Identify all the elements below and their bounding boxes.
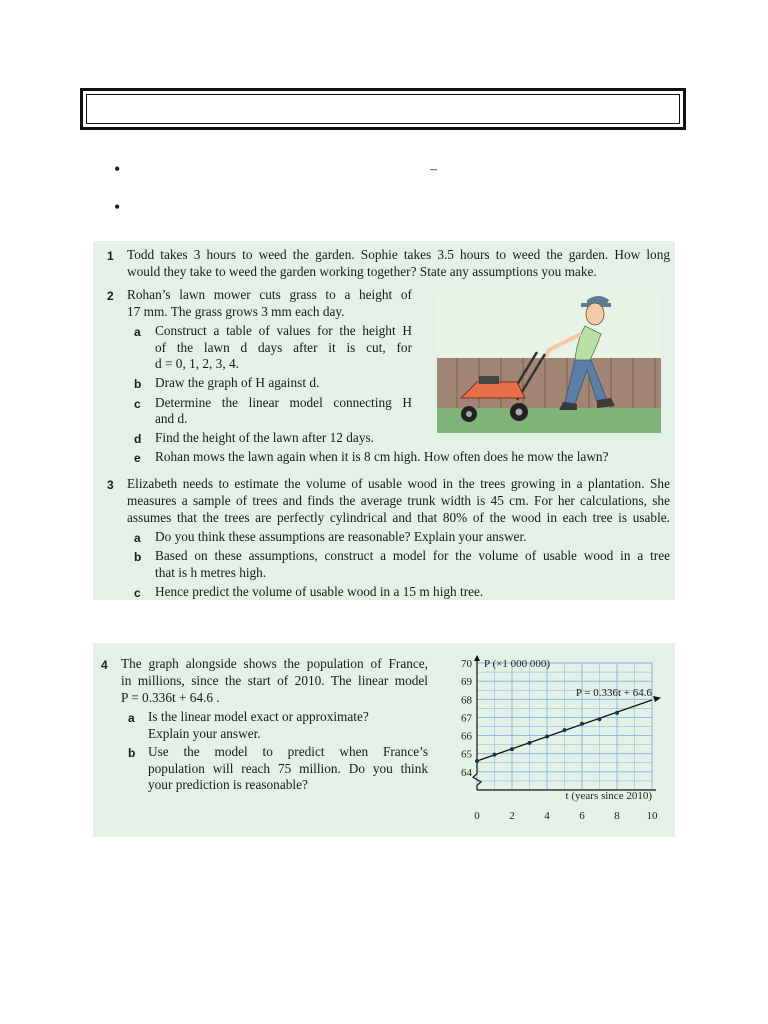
question-4b-label: b <box>128 746 136 760</box>
y-tick-label: 65 <box>461 748 472 761</box>
chart-y-axis-label: P (×1 000 000) <box>484 658 550 670</box>
chart-model-line <box>477 696 661 761</box>
question-2-stem-1: Rohan’s lawn mower cuts grass to a height of <box>127 287 412 302</box>
question-2d-label: d <box>134 432 142 446</box>
question-2c-label: c <box>134 397 141 411</box>
question-1-line-2: would they take to weed the garden working together? State any assumptions you make. <box>127 264 597 279</box>
question-4a-label: a <box>128 711 135 725</box>
question-1-line-1: Todd takes 3 hours to weed the garden. Sophie takes 3.5 hours to weed the garden. How long <box>127 247 670 262</box>
question-3b-line-1: Based on these assumptions, construct a model for the volume of usable wood in a tree <box>155 548 670 563</box>
question-2d-text: Find the height of the lawn after 12 days. <box>155 430 374 445</box>
question-2a-line-2: of the lawn d days after it is cut, for <box>155 340 412 355</box>
question-2-number: 2 <box>107 289 114 303</box>
question-2a-label: a <box>134 325 141 339</box>
x-tick-label: 0 <box>474 810 480 822</box>
question-4a-line-2: Explain your answer. <box>148 726 261 741</box>
fence-icon <box>437 358 661 414</box>
data-point <box>475 759 479 763</box>
x-tick-label: 6 <box>579 810 585 822</box>
x-tick-label: 8 <box>614 810 620 822</box>
question-1-number: 1 <box>107 249 114 263</box>
question-2c-line-2: and d. <box>155 411 188 426</box>
population-chart <box>452 655 667 827</box>
y-axis-arrow <box>474 655 480 661</box>
question-3b-label: b <box>134 550 142 564</box>
data-point <box>615 711 619 715</box>
question-2b-text: Draw the graph of H against d. <box>155 375 320 390</box>
question-3c-text: Hence predict the volume of usable wood in a 15 m high tree. <box>155 584 484 599</box>
question-3-line-1: Elizabeth needs to estimate the volume of usable wood in the trees growing in a plantation. She <box>127 476 670 491</box>
question-3-line-3: assumes that the trees are perfectly cylindrical and that 80% of the wood in each tree is usable. <box>127 510 670 525</box>
question-2b-label: b <box>134 377 142 391</box>
question-2a-line-1: Construct a table of values for the height H <box>155 323 412 338</box>
bullet-dash: – <box>430 162 437 177</box>
question-4-number: 4 <box>101 658 108 672</box>
question-2a-line-3: d = 0, 1, 2, 3, 4. <box>155 356 239 371</box>
lawn-mower-illustration <box>437 290 661 433</box>
title-frame <box>80 88 686 130</box>
data-point <box>545 734 549 738</box>
question-4-line-1: The graph alongside shows the population of France, <box>121 656 428 671</box>
y-tick-label: 67 <box>461 712 472 725</box>
question-3a-label: a <box>134 531 141 545</box>
question-4a-line-1: Is the linear model exact or approximate? <box>148 709 369 724</box>
y-tick-label: 69 <box>461 676 472 689</box>
question-4b-line-2: population will reach 75 million. Do you think <box>148 761 428 776</box>
data-point <box>493 753 497 757</box>
x-tick-label: 2 <box>509 810 515 822</box>
question-3-number: 3 <box>107 478 114 492</box>
title-frame-inner <box>86 94 680 124</box>
y-tick-label: 64 <box>461 766 472 779</box>
chart-x-axis-label: t (years since 2010) <box>565 790 652 802</box>
question-4-line-2: in millions, since the start of 2010. The linear model <box>121 673 428 688</box>
question-3c-label: c <box>134 586 141 600</box>
data-point <box>528 741 532 745</box>
question-4b-line-1: Use the model to predict when France’s <box>148 744 428 759</box>
x-tick-label: 10 <box>646 810 658 822</box>
question-3-line-2: measures a sample of trees and finds the average trunk width is 45 cm. For her calculations, she <box>127 493 670 508</box>
y-tick-label: 68 <box>461 694 472 707</box>
model-line-arrow <box>653 696 661 702</box>
bullet-2: • <box>114 197 121 217</box>
question-3a-text: Do you think these assumptions are reasonable? Explain your answer. <box>155 529 527 544</box>
data-point <box>598 717 602 721</box>
question-2c-line-1: Determine the linear model connecting H <box>155 395 412 410</box>
question-2e-text: Rohan mows the lawn again when it is 8 cm high. How often does he mow the lawn? <box>155 449 609 464</box>
x-tick-label: 4 <box>544 810 550 822</box>
y-tick-label: 66 <box>461 730 472 743</box>
question-4b-line-3: your prediction is reasonable? <box>148 777 308 792</box>
data-point <box>510 747 514 751</box>
question-2e-label: e <box>134 451 141 465</box>
question-4-line-3: P = 0.336t + 64.6 . <box>121 690 220 705</box>
data-point <box>580 722 584 726</box>
bullet-1: • <box>114 159 121 179</box>
question-2-stem-2: 17 mm. The grass grows 3 mm each day. <box>127 304 345 319</box>
data-point <box>563 728 567 732</box>
question-3b-line-2: that is h metres high. <box>155 565 267 580</box>
chart-line-label: P = 0.336t + 64.6 <box>575 687 652 699</box>
y-tick-label: 70 <box>461 658 472 670</box>
chart-grid <box>477 663 652 790</box>
